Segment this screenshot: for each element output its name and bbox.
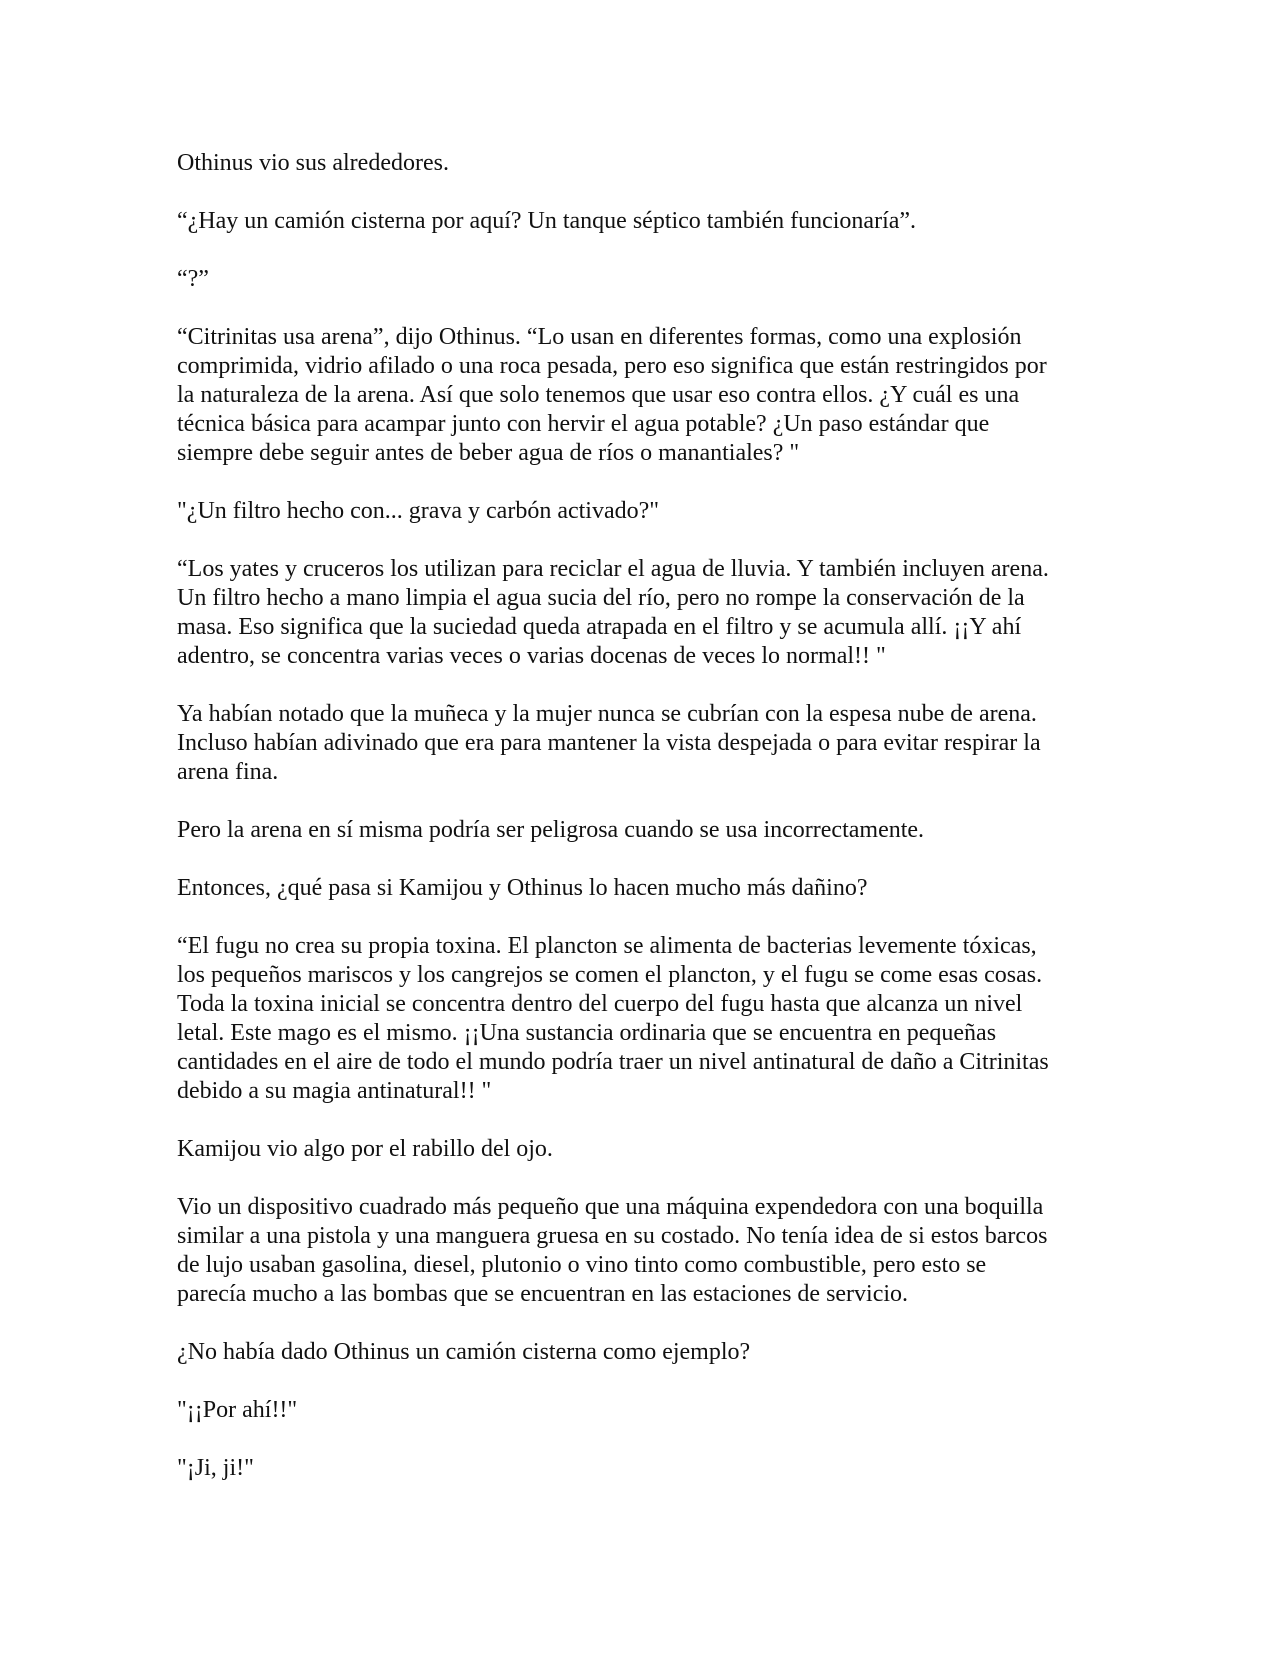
text-line: “El fugu no crea su propia toxina. El plancton se alimenta de bacterias levemente tóxicas, <box>177 933 1037 959</box>
text-line: "¡Ji, ji!" <box>177 1455 254 1481</box>
document-page <box>177 149 1177 1512</box>
text-line: Entonces, ¿qué pasa si Kamijou y Othinus lo hacen mucho más dañino? <box>177 875 868 901</box>
text-line: Ya habían notado que la muñeca y la mujer nunca se cubrían con la espesa nube de arena. <box>177 701 1037 727</box>
text-line: Un filtro hecho a mano limpia el agua sucia del río, pero no rompe la conservación de la <box>177 585 1025 611</box>
text-line: técnica básica para acampar junto con hervir el agua potable? ¿Un paso estándar que <box>177 411 990 437</box>
text-line: los pequeños mariscos y los cangrejos se comen el plancton, y el fugu se come esas cosas. <box>177 962 1043 988</box>
text-line: Incluso habían adivinado que era para mantener la vista despejada o para evitar respirar la <box>177 730 1041 756</box>
text-line: similar a una pistola y una manguera gruesa en su costado. No tenía idea de si estos barcos <box>177 1223 1048 1249</box>
paragraph <box>177 1454 1177 1483</box>
paragraph <box>177 1135 1177 1164</box>
text-line: “Los yates y cruceros los utilizan para reciclar el agua de lluvia. Y también incluyen arena. <box>177 556 1049 582</box>
text-line: “Citrinitas usa arena”, dijo Othinus. “Lo usan en diferentes formas, como una explosión <box>177 324 1022 350</box>
text-line: Pero la arena en sí misma podría ser peligrosa cuando se usa incorrectamente. <box>177 817 925 843</box>
text-line: cantidades en el aire de todo el mundo podría traer un nivel antinatural de daño a Citrinitas <box>177 1049 1049 1075</box>
text-line: la naturaleza de la arena. Así que solo tenemos que usar eso contra ellos. ¿Y cuál es una <box>177 382 1020 408</box>
paragraph <box>177 555 1177 671</box>
paragraph <box>177 323 1177 468</box>
text-line: parecía mucho a las bombas que se encuentran en las estaciones de servicio. <box>177 1281 909 1307</box>
text-line: Kamijou vio algo por el rabillo del ojo. <box>177 1136 553 1162</box>
paragraph <box>177 207 1177 236</box>
text-line: "¡¡Por ahí!!" <box>177 1397 298 1423</box>
text-line: masa. Eso significa que la suciedad queda atrapada en el filtro y se acumula allí. ¡¡Y ahí <box>177 614 1022 640</box>
text-line: debido a su magia antinatural!! " <box>177 1078 492 1104</box>
paragraph <box>177 932 1177 1106</box>
paragraph <box>177 497 1177 526</box>
text-line: "¿Un filtro hecho con... grava y carbón activado?" <box>177 498 660 524</box>
paragraph <box>177 700 1177 787</box>
text-line: “¿Hay un camión cisterna por aquí? Un tanque séptico también funcionaría”. <box>177 208 917 234</box>
text-line: arena fina. <box>177 759 279 785</box>
paragraph <box>177 816 1177 845</box>
text-line: “?” <box>177 266 209 292</box>
paragraph <box>177 874 1177 903</box>
text-line: de lujo usaban gasolina, diesel, plutonio o vino tinto como combustible, pero esto se <box>177 1252 987 1278</box>
paragraph <box>177 1338 1177 1367</box>
paragraph <box>177 265 1177 294</box>
text-line: letal. Este mago es el mismo. ¡¡Una sustancia ordinaria que se encuentra en pequeñas <box>177 1020 997 1046</box>
text-line: Vio un dispositivo cuadrado más pequeño que una máquina expendedora con una boquilla <box>177 1194 1044 1220</box>
text-line: adentro, se concentra varias veces o varias docenas de veces lo normal!! " <box>177 643 886 669</box>
text-line: Toda la toxina inicial se concentra dentro del cuerpo del fugu hasta que alcanza un nivel <box>177 991 1023 1017</box>
text-line: Othinus vio sus alrededores. <box>177 150 449 176</box>
paragraph <box>177 1396 1177 1425</box>
paragraph <box>177 149 1177 178</box>
text-line: siempre debe seguir antes de beber agua de ríos o manantiales? " <box>177 440 800 466</box>
paragraph <box>177 1193 1177 1309</box>
text-line: comprimida, vidrio afilado o una roca pesada, pero eso significa que están restringidos por <box>177 353 1047 379</box>
text-line: ¿No había dado Othinus un camión cisterna como ejemplo? <box>177 1339 751 1365</box>
